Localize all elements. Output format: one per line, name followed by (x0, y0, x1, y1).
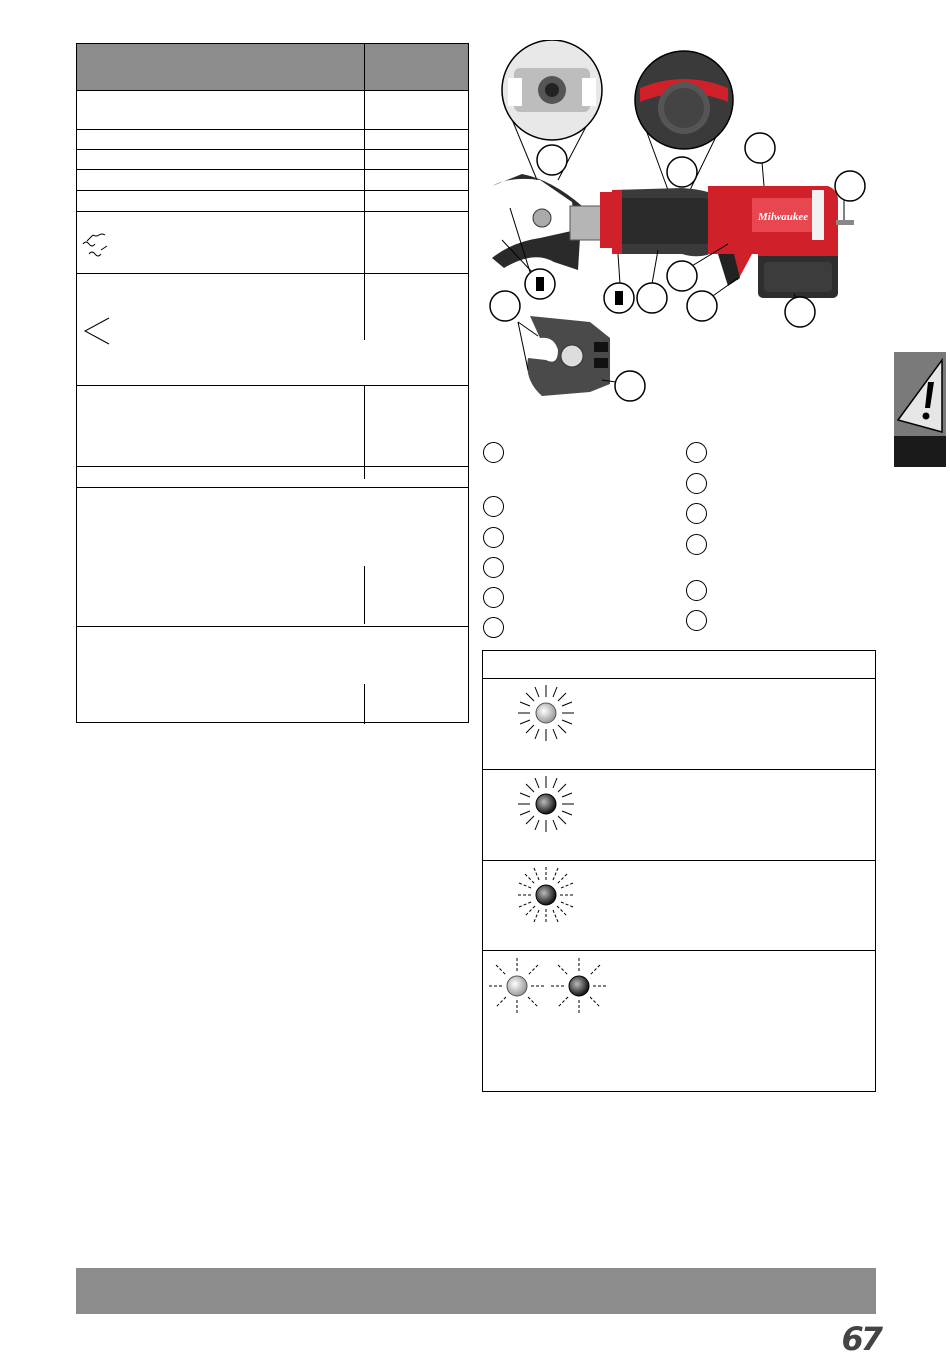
footer-bar (76, 1268, 876, 1314)
die-set (527, 316, 610, 396)
angle-icon (83, 316, 113, 346)
spec-table-header (77, 44, 468, 90)
led-dark-flash-icon (516, 774, 576, 834)
tool-figure (482, 40, 882, 412)
specifications-table (76, 43, 469, 723)
page-number: 67 (841, 1320, 880, 1358)
led-dark-dashed-flash-icon (516, 865, 576, 925)
warning-side-tab (894, 352, 946, 467)
led-status-table (482, 650, 876, 1092)
led-alternating-flash-icon (487, 956, 611, 1016)
wavy-lines-icon (81, 232, 111, 260)
brand-logo: Milwaukee (758, 211, 809, 223)
square-marker-callouts (525, 269, 634, 313)
led-white-flash-icon (516, 683, 576, 743)
